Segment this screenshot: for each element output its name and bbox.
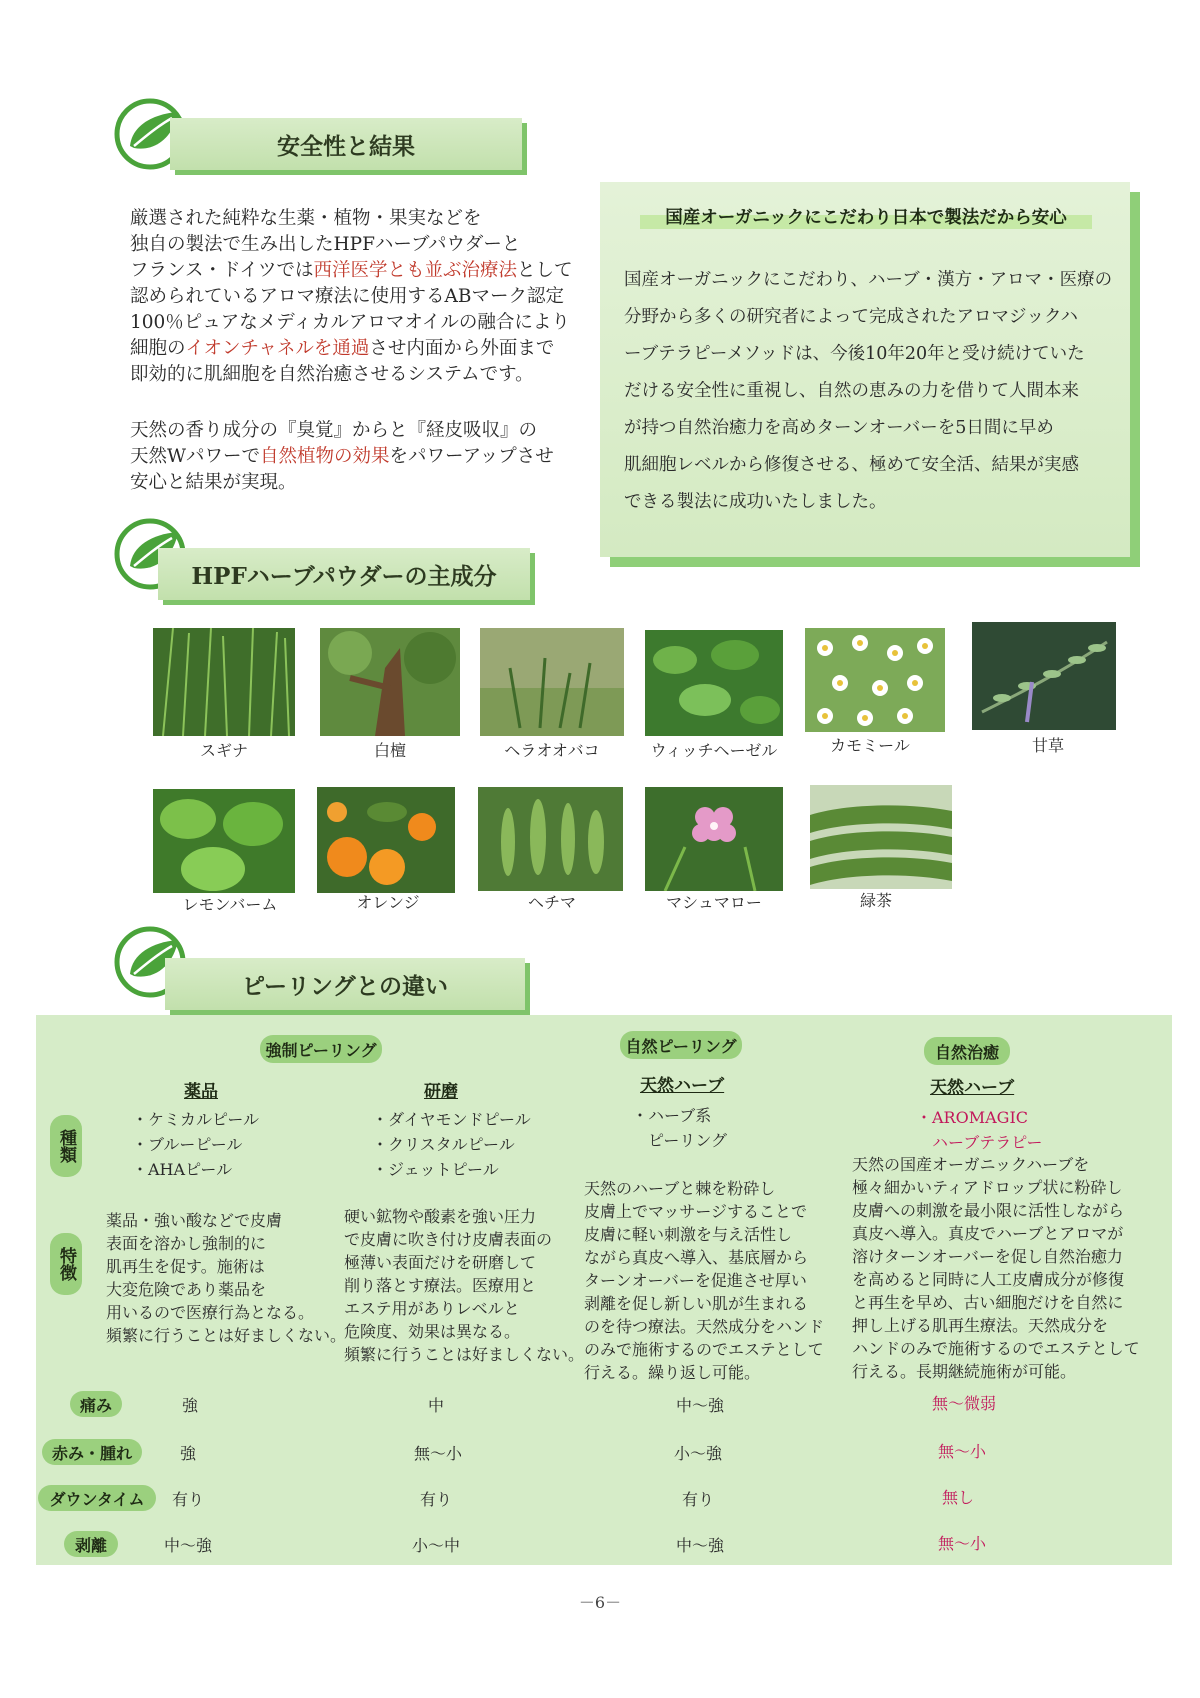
value-downtime: 有り [681,1490,714,1509]
group-natural-peeling: 自然ピーリング [620,1031,742,1059]
value-downtime: 有り [171,1490,204,1509]
ingredient-photo-green-tea [810,785,952,893]
ingredient-photo-horsetail [153,628,295,736]
ingredient-photo-orange [317,787,459,895]
row-label-redness: 赤み・腫れ [42,1439,142,1465]
comparison-table [36,1015,1172,1565]
page-number: －6－ [578,1593,622,1612]
value-pain: 中 [427,1396,444,1415]
group-forced-peeling: 強制ピーリング [260,1035,382,1063]
value-redness: 小～強 [673,1444,722,1463]
ingredient-label: オレンジ [356,893,420,912]
ingredient-photo-loofah [478,787,620,895]
column-head: 研磨 [424,1082,458,1102]
ingredient-label: ヘラオオバコ [504,741,600,760]
safety-paragraph-2: 天然の香り成分の『臭覚』からと『経皮吸収』の 天然Wパワーで自然植物の効果をパワーアップさせ 安心と結果が実現。 [130,420,554,493]
types-list: ・ケミカルピール ・ブルーピール ・AHAピール [132,1110,260,1179]
highlight-text: 西洋医学とも並ぶ治療法 [313,260,518,281]
section-title-safety: 安全性と結果 [170,118,522,170]
row-label-pain: 痛み [70,1391,122,1417]
section-title-peeling: ピーリングとの違い [165,958,525,1010]
row-label-types: 種類 [50,1115,82,1177]
row-label-features: 特徴 [50,1233,82,1295]
ingredient-photo-licorice [972,622,1114,730]
ingredient-label: ヘチマ [527,893,576,912]
types-list: ・ダイヤモンドピール ・クリスタルピール ・ジェットピール [372,1110,531,1179]
types-list: ・AROMAGIC ハーブテラピー [916,1108,1043,1152]
ingredient-photo-plantain [480,628,622,736]
ingredient-label: 甘草 [1031,736,1064,755]
ingredient-label: マシュマロー [666,893,762,912]
ingredient-label: カモミール [830,736,910,755]
column-head: 天然ハーブ [640,1076,725,1096]
value-peel: 中～強 [675,1536,724,1555]
info-box-title: 国産オーガニックにこだわり日本で製法だから安心 [640,204,1092,229]
ingredient-photo-chamomile [805,628,947,736]
value-redness: 無～小 [413,1444,462,1463]
ingredient-label: ウィッチヘーゼル [650,741,778,760]
ingredient-label: 白檀 [373,741,406,760]
ingredient-label: レモンバーム [182,895,278,914]
value-pain: 中～強 [675,1396,724,1415]
highlight-text: イオンチャネルを通過 [185,338,370,359]
ingredient-photo-sandalwood [320,628,462,736]
safety-paragraph-1: 厳選された純粋な生薬・植物・果実などを 独自の製法で生み出したHPFハーブパウダーと フランス・ドイツでは西洋医学とも並ぶ治療法として 認められているアロマ療法に使用するABマーク認定 100％ピュアなメディカルアロマオイルの融合により 細胞のイオンチャネルを通過させ内面から外面まで 即効的に肌細胞を自然治癒させるシステムです。 [130,208,573,385]
ingredient-label: スギナ [199,741,248,760]
feature-text: 硬い鉱物や酸素を強い圧力 で皮膚に吹き付け皮膚表面の 極薄い表面だけを研磨して 削り落とす療法。医療用と エステ用がありレベルと 危険度、効果は異なる。 頻繁に行うことは好ましくない。 [344,1207,585,1364]
value-pain: 無～微弱 [931,1394,996,1413]
value-peel: 小～中 [411,1536,460,1555]
value-downtime: 有り [419,1490,452,1509]
value-peel: 中～強 [163,1536,212,1555]
ingredient-label: 緑茶 [859,891,892,910]
feature-text: 薬品・強い酸などで皮膚 表面を溶かし強制的に 肌再生を促す。施術は 大変危険であり薬品を 用いるので医療行為となる。 頻繁に行うことは好ましくない。 [106,1211,347,1345]
ingredient-photo-marshmallow [645,787,787,895]
info-box-body: 国産オーガニックにこだわり、ハーブ・漢方・アロマ・医療の 分野から多くの研究者によって完成されたアロマジックハ ーブテラピーメソッドは、今後10年20年と受け続けていた だける安全性に重視し、自然の恵みの力を借りて人間本来 が持つ自然治癒力を高めターンオーバーを5日間に早め 肌細胞レベルから修復させる、極めて安全活、結果が実感 できる製法に成功いたしました。 [624,270,1113,512]
section-title-ingredients: HPFハーブパウダーの主成分 [158,548,530,600]
column-head: 薬品 [184,1082,218,1102]
feature-text: 天然の国産オーガニックハーブを 極々細かいティアドロップ状に粉砕し 皮膚への刺激を最小限に活性しながら 真皮へ導入。真皮でハーブとアロマが 溶けターンオーバーを促し自然治癒力 を高めると同時に人工皮膚成分が修復 と再生を早め、古い細胞だけを自然に 押し上げる肌再生療法。天然成分を ハンドのみで施術するのでエステとして 行える。長期継続施術が可能。 [852,1155,1140,1381]
ingredient-photo-lemon-balm [153,789,295,897]
types-list: ・ハーブ系 ピーリング [632,1106,728,1150]
value-peel: 無～小 [937,1534,986,1553]
highlight-text: 自然植物の効果 [260,446,390,467]
column-head: 天然ハーブ [930,1078,1015,1098]
feature-text: 天然のハーブと棘を粉砕し 皮膚上でマッサージすることで 皮膚に軽い刺激を与え活性し ながら真皮へ導入、基底層から ターンオーバーを促進させ厚い 剥離を促し新しい肌が生まれる のを待つ療法。天然成分をハンド のみで施術するのでエステとして 行える。繰り返し可能。 [584,1179,825,1382]
row-label-peel: 剥離 [64,1531,118,1557]
value-pain: 強 [181,1396,198,1415]
value-downtime: 無し [941,1488,974,1507]
organic-info-box [600,182,1130,557]
ingredient-photo-witch-hazel [645,630,787,738]
row-label-downtime: ダウンタイム [38,1485,156,1511]
value-redness: 強 [179,1444,196,1463]
value-redness: 無～小 [937,1442,986,1461]
group-natural-healing: 自然治癒 [924,1037,1010,1065]
